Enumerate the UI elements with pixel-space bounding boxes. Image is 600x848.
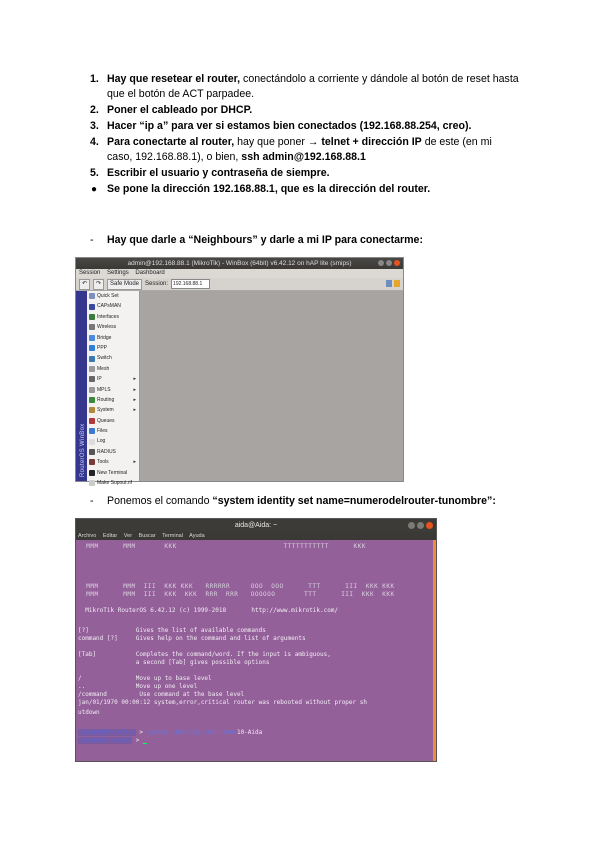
list-item (90, 135, 520, 165)
sidebar-item-label: Tools (97, 459, 109, 466)
sidebar-item (87, 374, 139, 384)
sidebar-item (87, 426, 139, 436)
help-line: [Tab] Completes the command/word. If the input is ambiguous, (78, 651, 331, 658)
list-number: 5. (90, 167, 99, 179)
sidebar-item (87, 322, 139, 332)
sidebar-item-label: Routing (97, 396, 115, 403)
list-item (90, 119, 520, 134)
sidebar-item (87, 395, 139, 405)
menu-buscar: Buscar (138, 533, 156, 539)
sidebar-item (87, 478, 139, 488)
redo-icon: ↷ (93, 279, 104, 290)
safe-mode-button: Safe Mode (107, 279, 142, 290)
vertical-brand-strip (76, 291, 87, 481)
sidebar-item (87, 385, 139, 395)
submenu-arrow-icon: ▸ (133, 396, 136, 403)
sidebar-item-icon (89, 449, 95, 455)
winbox-screenshot (75, 257, 404, 487)
help-line: [?] Gives the list of available commands (78, 627, 266, 634)
version-line: MikroTik RouterOS 6.42.12 (c) 1999-2018 http://www.mikrotik.com/ (78, 607, 339, 614)
winbox-menubar (76, 269, 403, 278)
winbox-workspace (140, 291, 403, 481)
sidebar-item-label: Bridge (97, 334, 112, 341)
sidebar-item (87, 364, 139, 374)
submenu-arrow-icon: ▸ (133, 459, 136, 466)
error-line: utdown (78, 709, 100, 716)
sidebar-item-icon (89, 345, 95, 351)
prompt-command: system identity set name= (146, 729, 237, 736)
prompt-user: [admin@MikroTik] (78, 729, 136, 736)
close-icon (394, 260, 400, 266)
menu-editar: Editar (102, 533, 118, 539)
sidebar-item (87, 353, 139, 363)
menu-dashboard: Dashboard (135, 270, 165, 276)
terminal-title: aida@Aida: ~ (234, 522, 278, 529)
maximize-icon (386, 260, 392, 266)
terminal-titlebar (76, 519, 436, 532)
neighbours-paragraph (90, 233, 423, 247)
list-item-text-2: de este (en mi caso, 192.168.88.1), o bien, (107, 136, 492, 163)
sidebar-item (87, 447, 139, 457)
sidebar-item (87, 416, 139, 426)
sidebar-item-label: Files (97, 428, 108, 435)
vertical-brand-label: RouterOS WinBox (80, 423, 86, 477)
prompt-line (78, 737, 147, 744)
command-paragraph (90, 494, 496, 508)
list-item (90, 103, 520, 118)
sidebar-item (87, 405, 139, 415)
list-item-bold: Escribir el usuario y contraseña de siempre. (107, 167, 330, 179)
sidebar-item-icon (89, 407, 95, 413)
command-text: “system identity set name=numerodelrouter-tunombre”: (212, 495, 496, 507)
help-line: command [?] Gives help on the command and list of arguments (78, 635, 306, 642)
list-item-text: conectándolo a corriente y dándole al botón de reset hasta que el botón de ACT parpadee. (107, 73, 519, 100)
sidebar-item-icon (89, 418, 95, 424)
menu-ver: Ver (123, 533, 133, 539)
bullet-marker: ● (91, 184, 98, 195)
sidebar-item (87, 436, 139, 446)
list-item-bold: Hacer “ip a” para ver si estamos bien conectados (192.168.88.254, creo). (107, 120, 472, 132)
list-item (90, 166, 520, 181)
close-icon (426, 522, 433, 529)
menu-terminal: Terminal (162, 533, 183, 539)
list-number: 1. (90, 73, 99, 85)
minimize-icon (378, 260, 384, 266)
sidebar-item-icon (89, 397, 95, 403)
sidebar-item-icon (89, 314, 95, 320)
banner-line: MMM MMM III KKK KKK RRRRRR OOO OOO TTT III KKK KKK (78, 583, 395, 590)
sidebar-item-icon (89, 293, 95, 299)
menu-session: Session (79, 270, 101, 276)
sidebar-item-icon (89, 356, 95, 362)
cursor (143, 743, 147, 744)
sidebar-item (87, 333, 139, 343)
sidebar-item-label: System (97, 407, 114, 414)
session-label: Session: (145, 281, 169, 287)
list-item-bold: Se pone la dirección 192.168.88.1, que es la dirección del router. (107, 183, 431, 195)
help-line: .. Move up one level (78, 683, 198, 690)
sidebar-item-label: Mesh (97, 365, 110, 372)
sidebar-item-icon (89, 335, 95, 341)
submenu-arrow-icon: ▸ (133, 386, 136, 393)
session-field: 192.168.88.1 (171, 279, 210, 289)
sidebar-item-icon (89, 439, 95, 445)
menu-archivo: Archivo (78, 533, 97, 539)
sidebar-item-icon (89, 324, 95, 330)
sidebar-item (87, 301, 139, 311)
list-number: 2. (90, 104, 99, 116)
winbox-sidebar (87, 291, 140, 487)
sidebar-item-label: Quick Set (97, 293, 119, 299)
winbox-toolbar (76, 278, 403, 291)
prompt-user: [admin@10-Aida] (78, 737, 133, 744)
sidebar-item-label: Log (97, 438, 106, 445)
menu-settings: Settings (107, 270, 129, 276)
terminal-menubar (76, 532, 436, 540)
sidebar-item-label: PPP (97, 344, 108, 351)
sidebar-item-label: New Terminal (97, 469, 128, 476)
submenu-arrow-icon: ▸ (133, 407, 136, 414)
prompt-value: 10-Aida (236, 729, 263, 736)
sidebar-item-label: Make Supout.rif (97, 480, 133, 487)
menu-ayuda: Ayuda (189, 533, 205, 539)
banner-line: MMM MMM III KKK KKK RRR RRR OOOOOO TTT III KKK KKK (78, 591, 395, 598)
sidebar-item-label: RADIUS (97, 448, 116, 455)
lock-icon (394, 280, 400, 287)
list-number: 4. (90, 136, 99, 148)
sidebar-item-icon (89, 376, 95, 382)
sidebar-item-icon (89, 366, 95, 372)
sidebar-item-label: Switch (97, 355, 112, 362)
sidebar-item (87, 291, 139, 301)
sidebar-item-label: IP (97, 376, 102, 383)
winbox-titlebar (76, 258, 403, 269)
instruction-list (90, 72, 520, 198)
prompt-symbol: > (132, 737, 144, 744)
sidebar-item (87, 343, 139, 353)
banner-line: MMM MMM KKK TTTTTTTTTTT KKK (78, 543, 366, 550)
neighbours-text: Hay que darle a “Neighbours” y darle a mi IP para conectarme: (107, 234, 423, 246)
dash-marker: - (90, 495, 94, 507)
list-item (90, 182, 520, 197)
list-item-bold: Poner el cableado por DHCP. (107, 104, 253, 116)
undo-icon: ↶ (79, 279, 90, 290)
screen-icon (386, 280, 392, 287)
list-item-bold-telnet: telnet + dirección IP (321, 136, 422, 148)
error-line: jan/01/1970 00:00:12 system,error,critical router was rebooted without proper sh (78, 699, 367, 706)
sidebar-item-icon (89, 480, 95, 486)
list-item (90, 72, 520, 102)
list-item-text: hay que poner → (234, 136, 322, 148)
terminal-scrollbar (433, 540, 436, 761)
help-line: / Move up to base level (78, 675, 212, 682)
sidebar-item-label: Queues (97, 417, 115, 424)
sidebar-item-label: Wireless (97, 324, 117, 331)
winbox-title: admin@192.168.88.1 (MikroTik) - WinBox (64bit) v6.42.12 on hAP lite (smips) (127, 260, 352, 267)
submenu-arrow-icon: ▸ (133, 376, 136, 383)
minimize-icon (408, 522, 415, 529)
prompt-line (78, 729, 262, 736)
sidebar-item (87, 468, 139, 478)
sidebar-item-icon (89, 387, 95, 393)
dash-marker: - (90, 234, 94, 246)
sidebar-item (87, 457, 139, 467)
terminal-screenshot (75, 518, 437, 762)
sidebar-item (87, 312, 139, 322)
list-item-bold: Hay que resetear el router, (107, 73, 241, 85)
list-item-bold-ssh: ssh admin@192.168.88.1 (241, 151, 366, 163)
sidebar-item-label: MPLS (97, 386, 111, 393)
list-item-bold: Para conectarte al router, (107, 136, 235, 148)
help-line: a second [Tab] gives possible options (78, 659, 270, 666)
help-line: /command Use command at the base level (78, 691, 245, 698)
sidebar-item-icon (89, 459, 95, 465)
maximize-icon (417, 522, 424, 529)
sidebar-item-icon (89, 470, 95, 476)
sidebar-item-label: Interfaces (97, 313, 119, 320)
command-prefix: Ponemos el comando (107, 495, 213, 507)
sidebar-item-label: CAPsMAN (97, 303, 121, 310)
prompt-symbol: > (135, 729, 147, 736)
sidebar-item-icon (89, 304, 95, 310)
list-number: 3. (90, 120, 99, 132)
sidebar-item-icon (89, 428, 95, 434)
